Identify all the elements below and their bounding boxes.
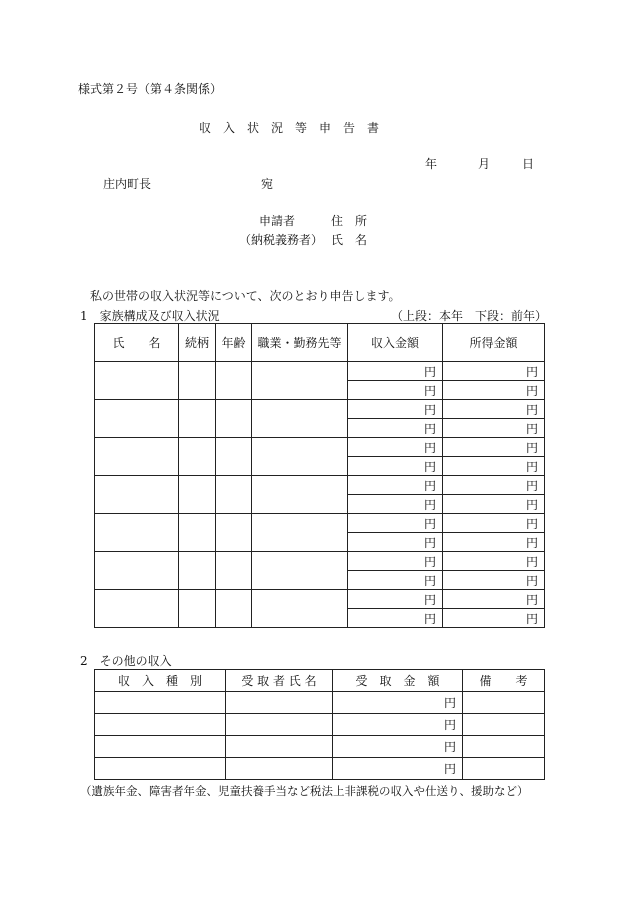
section1-note: （上段：本年 下段：前年） <box>391 309 548 323</box>
received-amount-cell[interactable]: 円 <box>333 714 463 736</box>
income-amount-current-cell[interactable]: 円 <box>348 362 443 381</box>
header-remarks: 備 考 <box>463 670 545 692</box>
member-relationship-cell[interactable] <box>179 400 216 438</box>
earnings-amount-current-cell[interactable]: 円 <box>443 476 545 495</box>
member-name-cell[interactable] <box>95 362 179 400</box>
income-amount-current-cell[interactable]: 円 <box>348 590 443 609</box>
member-relationship-cell[interactable] <box>179 514 216 552</box>
earnings-amount-current-cell[interactable]: 円 <box>443 362 545 381</box>
page-title: 収 入 状 況 等 申 告 書 <box>199 121 380 135</box>
header-received-amount: 受 取 金 額 <box>333 670 463 692</box>
income-amount-current-cell[interactable]: 円 <box>348 552 443 571</box>
member-age-cell[interactable] <box>216 514 252 552</box>
member-relationship-cell[interactable] <box>179 590 216 628</box>
received-amount-cell[interactable]: 円 <box>333 736 463 758</box>
earnings-amount-previous-cell[interactable]: 円 <box>443 533 545 552</box>
member-name-cell[interactable] <box>95 514 179 552</box>
income-amount-current-cell[interactable]: 円 <box>348 400 443 419</box>
member-occupation-cell[interactable] <box>252 438 348 476</box>
header-occupation: 職業・勤務先等 <box>252 324 348 362</box>
earnings-amount-previous-cell[interactable]: 円 <box>443 457 545 476</box>
family-member-row-current <box>95 438 545 457</box>
remarks-cell[interactable] <box>463 692 545 714</box>
earnings-amount-previous-cell[interactable]: 円 <box>443 495 545 514</box>
family-member-row-current <box>95 552 545 571</box>
header-name: 氏 名 <box>95 324 179 362</box>
family-income-table <box>94 323 545 628</box>
earnings-amount-previous-cell[interactable]: 円 <box>443 419 545 438</box>
family-member-row-current <box>95 590 545 609</box>
member-occupation-cell[interactable] <box>252 552 348 590</box>
member-relationship-cell[interactable] <box>179 438 216 476</box>
header-earnings-amount: 所得金額 <box>443 324 545 362</box>
remarks-cell[interactable] <box>463 758 545 780</box>
member-age-cell[interactable] <box>216 438 252 476</box>
recipient-name-cell[interactable] <box>226 714 333 736</box>
section2-footnote: （遺族年金、障害者年金、児童扶養手当など税法上非課税の収入や仕送り、援助など） <box>80 784 529 798</box>
header-recipient-name: 受 取 者 氏 名 <box>226 670 333 692</box>
addressee-name: 庄内町長 <box>103 177 152 191</box>
income-type-cell[interactable] <box>95 758 226 780</box>
member-age-cell[interactable] <box>216 590 252 628</box>
header-age: 年齢 <box>216 324 252 362</box>
family-member-row-current <box>95 362 545 381</box>
other-income-table <box>94 669 545 780</box>
family-table-header-row <box>95 324 545 362</box>
family-member-row-current <box>95 400 545 419</box>
earnings-amount-previous-cell[interactable]: 円 <box>443 381 545 400</box>
member-occupation-cell[interactable] <box>252 590 348 628</box>
earnings-amount-previous-cell[interactable]: 円 <box>443 571 545 590</box>
income-amount-current-cell[interactable]: 円 <box>348 476 443 495</box>
member-occupation-cell[interactable] <box>252 514 348 552</box>
income-type-cell[interactable] <box>95 736 226 758</box>
form-number: 様式第２号（第４条関係） <box>78 82 223 96</box>
recipient-name-cell[interactable] <box>226 736 333 758</box>
applicant-address-label: 住 所 <box>331 214 368 228</box>
header-relationship: 続柄 <box>179 324 216 362</box>
addressee-suffix: 宛 <box>261 177 274 191</box>
income-amount-current-cell[interactable]: 円 <box>348 438 443 457</box>
earnings-amount-current-cell[interactable]: 円 <box>443 400 545 419</box>
income-amount-previous-cell[interactable]: 円 <box>348 381 443 400</box>
section1-title: 1 家族構成及び収入状況 <box>80 309 220 323</box>
member-relationship-cell[interactable] <box>179 476 216 514</box>
applicant-label: 申請者 <box>259 214 296 228</box>
earnings-amount-previous-cell[interactable]: 円 <box>443 609 545 628</box>
family-member-row-current <box>95 514 545 533</box>
member-occupation-cell[interactable] <box>252 476 348 514</box>
received-amount-cell[interactable]: 円 <box>333 758 463 780</box>
date-month-label: 月 <box>478 157 491 171</box>
member-name-cell[interactable] <box>95 590 179 628</box>
other-income-row <box>95 714 545 736</box>
member-age-cell[interactable] <box>216 362 252 400</box>
earnings-amount-current-cell[interactable]: 円 <box>443 514 545 533</box>
member-name-cell[interactable] <box>95 552 179 590</box>
applicant-sub-label: （納税義務者） <box>239 233 324 247</box>
remarks-cell[interactable] <box>463 714 545 736</box>
member-age-cell[interactable] <box>216 476 252 514</box>
member-relationship-cell[interactable] <box>179 552 216 590</box>
other-income-row <box>95 736 545 758</box>
received-amount-cell[interactable]: 円 <box>333 692 463 714</box>
date-day-label: 日 <box>522 157 535 171</box>
statement-text: 私の世帯の収入状況等について、次のとおり申告します。 <box>90 289 401 303</box>
income-type-cell[interactable] <box>95 692 226 714</box>
other-income-row <box>95 758 545 780</box>
income-amount-previous-cell[interactable]: 円 <box>348 419 443 438</box>
income-amount-previous-cell[interactable]: 円 <box>348 533 443 552</box>
date-year-label: 年 <box>425 157 438 171</box>
member-relationship-cell[interactable] <box>179 362 216 400</box>
applicant-name-label: 氏 名 <box>331 233 368 247</box>
earnings-amount-current-cell[interactable]: 円 <box>443 590 545 609</box>
income-type-cell[interactable] <box>95 714 226 736</box>
member-occupation-cell[interactable] <box>252 362 348 400</box>
income-amount-current-cell[interactable]: 円 <box>348 514 443 533</box>
remarks-cell[interactable] <box>463 736 545 758</box>
member-age-cell[interactable] <box>216 552 252 590</box>
income-amount-previous-cell[interactable]: 円 <box>348 571 443 590</box>
earnings-amount-current-cell[interactable]: 円 <box>443 438 545 457</box>
income-amount-previous-cell[interactable]: 円 <box>348 457 443 476</box>
section2-title: 2 その他の収入 <box>80 654 172 668</box>
income-amount-previous-cell[interactable]: 円 <box>348 495 443 514</box>
earnings-amount-current-cell[interactable]: 円 <box>443 552 545 571</box>
member-occupation-cell[interactable] <box>252 400 348 438</box>
other-income-row <box>95 692 545 714</box>
member-age-cell[interactable] <box>216 400 252 438</box>
family-member-row-current <box>95 476 545 495</box>
member-name-cell[interactable] <box>95 400 179 438</box>
header-income-type: 収 入 種 別 <box>95 670 226 692</box>
member-name-cell[interactable] <box>95 476 179 514</box>
recipient-name-cell[interactable] <box>226 758 333 780</box>
member-name-cell[interactable] <box>95 438 179 476</box>
header-income-amount: 収入金額 <box>348 324 443 362</box>
income-amount-previous-cell[interactable]: 円 <box>348 609 443 628</box>
recipient-name-cell[interactable] <box>226 692 333 714</box>
other-table-header-row <box>95 670 545 692</box>
